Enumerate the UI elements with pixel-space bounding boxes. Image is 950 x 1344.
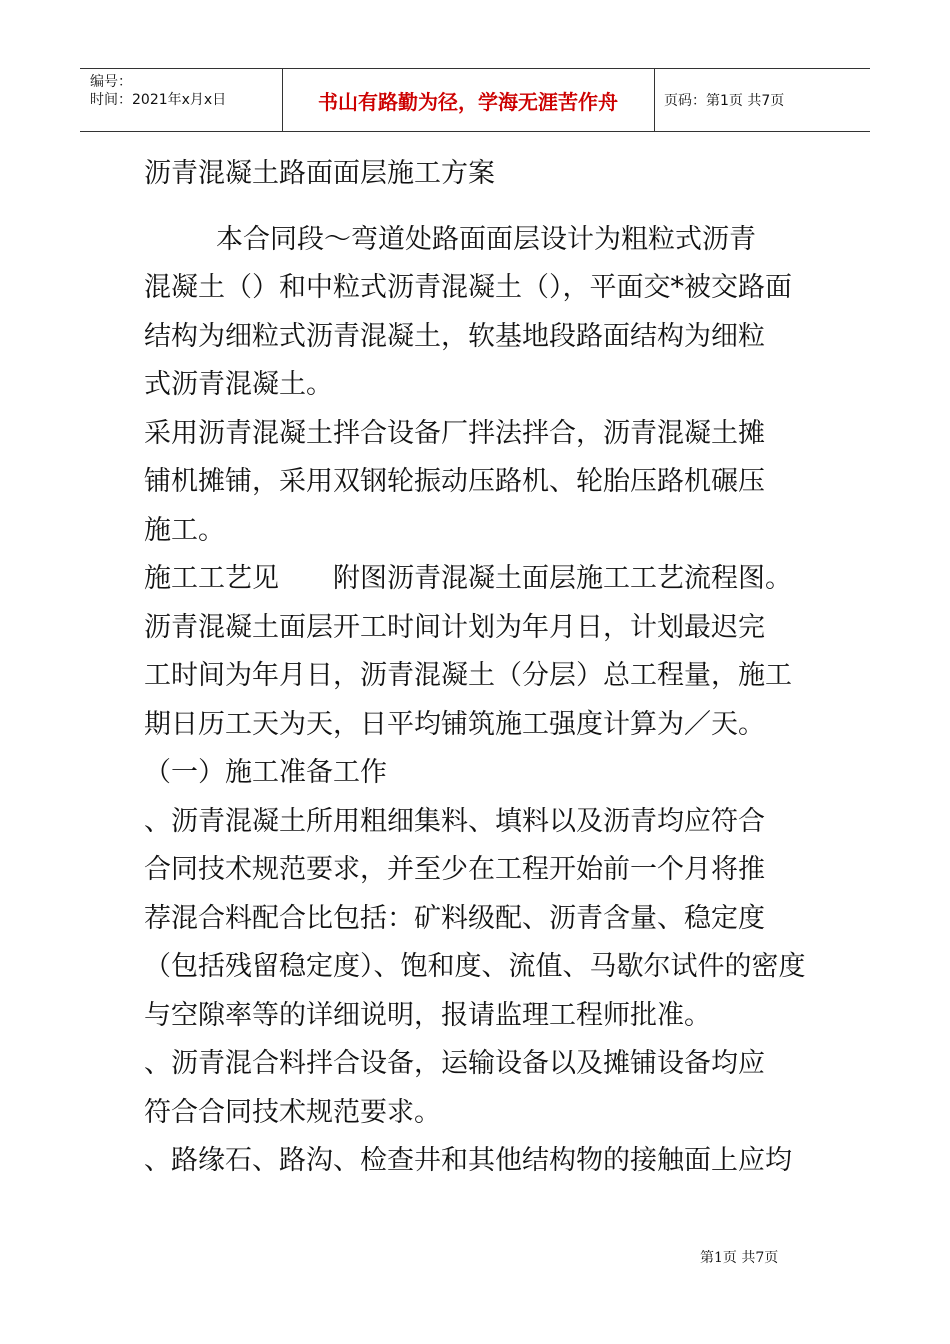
header-page-info: 页码：第1页 共7页	[664, 93, 785, 109]
body-line: 本合同段～弯道处路面面层设计为粗粒式沥青	[216, 223, 756, 255]
page-footer: 第1页 共7页	[700, 1250, 779, 1266]
body-line: 期日历工天为天，日平均铺筑施工强度计算为／天。	[144, 708, 765, 740]
body-line: （包括残留稳定度）、饱和度、流值、马歇尔试件的密度	[144, 951, 806, 982]
body-line: 施工工艺见 附图沥青混凝土面层施工工艺流程图。	[144, 563, 792, 594]
body-line: 混凝土（）和中粒式沥青混凝土（），平面交*被交路面	[144, 272, 792, 303]
header-divider-right	[654, 69, 655, 131]
body-line: 、沥青混合料拌合设备，运输设备以及摊铺设备均应	[144, 1048, 765, 1079]
body-line: 铺机摊铺，采用双钢轮振动压路机、轮胎压路机碾压	[144, 466, 765, 497]
section-heading: （一）施工准备工作	[144, 757, 387, 788]
body-line: 荐混合料配合比包括：矿料级配、沥青含量、稳定度	[144, 902, 765, 934]
body-line: 、沥青混凝土所用粗细集料、填料以及沥青均应符合	[144, 805, 765, 837]
header-meta	[90, 73, 280, 127]
body-line: 与空隙率等的详细说明，报请监理工程师批准。	[144, 999, 711, 1031]
body-line: 沥青混凝土面层开工时间计划为年月日，计划最迟完	[144, 611, 765, 643]
body-line: 采用沥青混凝土拌合设备厂拌法拌合，沥青混凝土摊	[144, 417, 765, 449]
body-line: 施工。	[144, 514, 225, 546]
document-body	[144, 150, 824, 1186]
body-line: 工时间为年月日，沥青混凝土（分层）总工程量，施工	[144, 660, 792, 691]
body-line: 、路缘石、路沟、检查井和其他结构物的接触面上应均	[144, 1145, 792, 1176]
document-time-label: 时间：2021年x月x日	[90, 92, 227, 108]
body-line: 式沥青混凝土。	[144, 369, 333, 400]
header-motto: 书山有路勤为径，学海无涯苦作舟	[318, 89, 618, 114]
body-line: 合同技术规范要求，并至少在工程开始前一个月将推	[144, 854, 765, 885]
document-title: 沥青混凝土路面面层施工方案	[144, 158, 495, 189]
page-header	[80, 68, 870, 132]
document-number-label: 编号：	[90, 74, 132, 90]
body-line: 结构为细粒式沥青混凝土，软基地段路面结构为细粒	[144, 320, 765, 352]
body-line: 符合合同技术规范要求。	[144, 1096, 441, 1128]
